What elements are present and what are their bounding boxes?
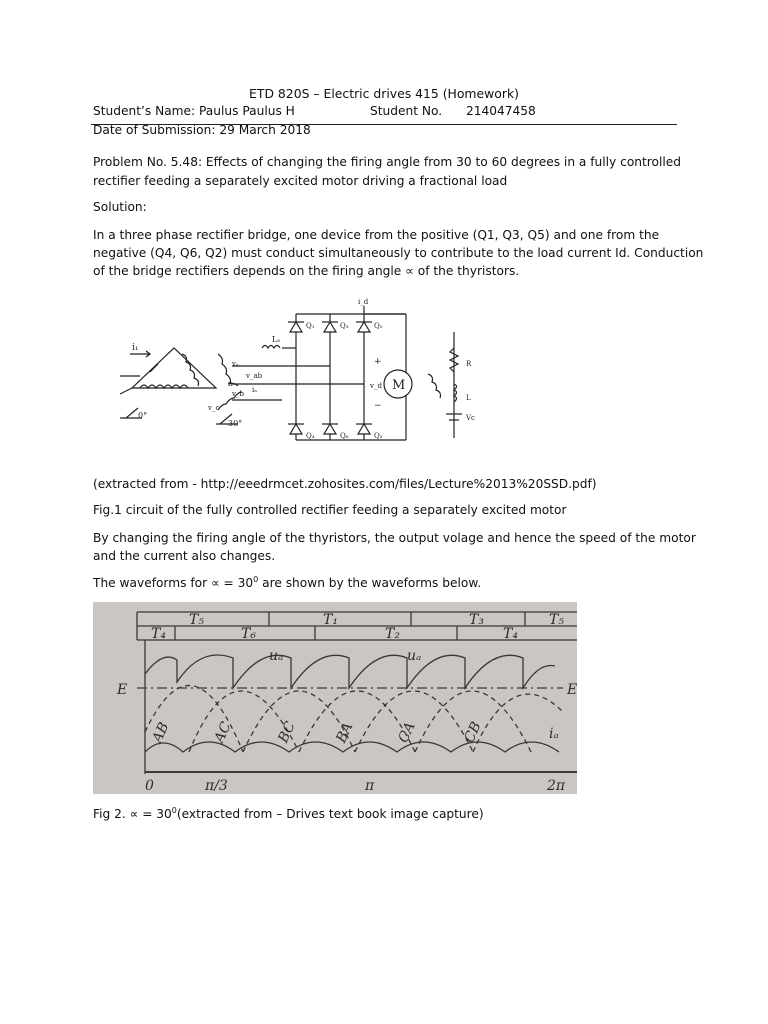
label-angle-30: 30° bbox=[228, 419, 243, 428]
x-tick-2pi: 2π bbox=[547, 778, 566, 794]
label-q6: Q₆ bbox=[340, 432, 349, 440]
t-label-top-3: T₃ bbox=[469, 612, 484, 628]
line-label-ca: CA bbox=[395, 719, 419, 746]
t-label-bottom-3: T₂ bbox=[385, 626, 400, 642]
waveforms-intro-text: The waveforms for ∝ = 30 bbox=[93, 576, 254, 590]
x-tick-pi-3: π/3 bbox=[205, 778, 228, 794]
fig1-source: (extracted from - http://eeedrmcet.zohosites.com/files/Lecture%2013%20SSD.pdf) bbox=[93, 477, 597, 491]
fig2-caption-degree: 0 bbox=[171, 806, 177, 815]
label-q1: Q₁ bbox=[306, 322, 315, 330]
label-angle-0: 0° bbox=[138, 411, 148, 420]
e-label-right: E bbox=[567, 682, 577, 698]
fig2-caption-source: (extracted from – Drives text book image capture) bbox=[176, 807, 484, 821]
fig2-caption bbox=[93, 806, 484, 821]
label-q5: Q₅ bbox=[374, 322, 383, 330]
fig1-caption: Fig.1 circuit of the fully controlled rectifier feeding a separately excited motor bbox=[93, 503, 567, 517]
label-id: i_d bbox=[358, 298, 369, 306]
label-minus: − bbox=[374, 401, 382, 411]
label-motor: M bbox=[392, 378, 406, 393]
intro-line-2: negative (Q4, Q6, Q2) must conduct simultaneously to contribute to the load current Id. Conduction bbox=[93, 246, 704, 260]
ua-label-1: uₐ bbox=[269, 648, 284, 664]
line-label-ab: AB bbox=[149, 720, 173, 746]
fig2-caption-text: Fig 2. ∝ = 30 bbox=[93, 807, 172, 821]
student-no-label: Student No. bbox=[370, 104, 443, 118]
student-name: Student’s Name: Paulus Paulus H bbox=[93, 104, 295, 118]
t-label-bottom-1: T₄ bbox=[151, 626, 166, 642]
waveforms-intro-degree: 0 bbox=[253, 575, 259, 584]
waveforms-intro bbox=[93, 575, 481, 590]
label-vb: v_b bbox=[232, 390, 244, 398]
ia-label: iₐ bbox=[549, 726, 559, 742]
label-i1: i₁ bbox=[132, 343, 139, 353]
line-label-ac: AC bbox=[211, 719, 235, 746]
body2-line-2: and the current also changes. bbox=[93, 549, 276, 563]
waveforms-intro-tail: are shown by the waveforms below. bbox=[258, 576, 482, 590]
label-vc: v_c bbox=[208, 404, 220, 412]
label-va: vₐ bbox=[232, 360, 239, 368]
t-label-top-1: T₅ bbox=[189, 612, 204, 628]
x-tick-0: 0 bbox=[145, 778, 154, 794]
label-l: L bbox=[466, 394, 471, 402]
body2-line-1: By changing the firing angle of the thyristors, the output volage and hence the speed of the motor bbox=[93, 531, 696, 545]
label-vd: v_d bbox=[370, 382, 382, 390]
student-no-value: 214047458 bbox=[466, 104, 536, 118]
label-q3: Q₃ bbox=[340, 322, 349, 330]
label-ia: iₐ bbox=[252, 386, 257, 394]
problem-line-2: rectifier feeding a separately excited motor driving a fractional load bbox=[93, 174, 508, 188]
x-tick-pi: π bbox=[365, 778, 375, 794]
label-vc-source: Vc bbox=[466, 414, 475, 422]
ua-label-2: uₐ bbox=[407, 648, 422, 664]
t-label-bottom-2: T₆ bbox=[241, 626, 256, 642]
problem-line-1: Problem No. 5.48: Effects of changing the firing angle from 30 to 60 degrees in a fully controlled bbox=[93, 155, 681, 169]
label-q2: Q₂ bbox=[374, 432, 383, 440]
rectifier-circuit-diagram bbox=[120, 292, 500, 442]
t-label-top-4: T₅ bbox=[549, 612, 564, 628]
submission-date: Date of Submission: 29 March 2018 bbox=[93, 123, 311, 137]
label-r: R bbox=[466, 360, 472, 368]
primary-delta-winding bbox=[120, 348, 216, 394]
label-ls: Lₛ bbox=[272, 335, 281, 344]
intro-line-1: In a three phase rectifier bridge, one device from the positive (Q1, Q3, Q5) and one from the bbox=[93, 228, 660, 242]
label-n: n bbox=[228, 380, 233, 388]
line-label-ba: BA bbox=[333, 720, 357, 746]
t-label-top-2: T₁ bbox=[323, 612, 338, 628]
line-label-bc: BC bbox=[275, 719, 299, 746]
document-title: ETD 820S – Electric drives 415 (Homework) bbox=[249, 86, 519, 101]
waveform-figure bbox=[93, 602, 577, 794]
t-label-bottom-4: T₄ bbox=[503, 626, 518, 642]
intro-line-3: of the bridge rectifiers depends on the firing angle ∝ of the thyristors. bbox=[93, 264, 520, 278]
e-label-left: E bbox=[117, 682, 128, 698]
solution-label: Solution: bbox=[93, 200, 147, 214]
label-plus: + bbox=[374, 357, 382, 367]
label-q4: Q₄ bbox=[306, 432, 315, 440]
label-vab: v_ab bbox=[246, 372, 263, 380]
line-label-cb: CB bbox=[461, 719, 485, 746]
